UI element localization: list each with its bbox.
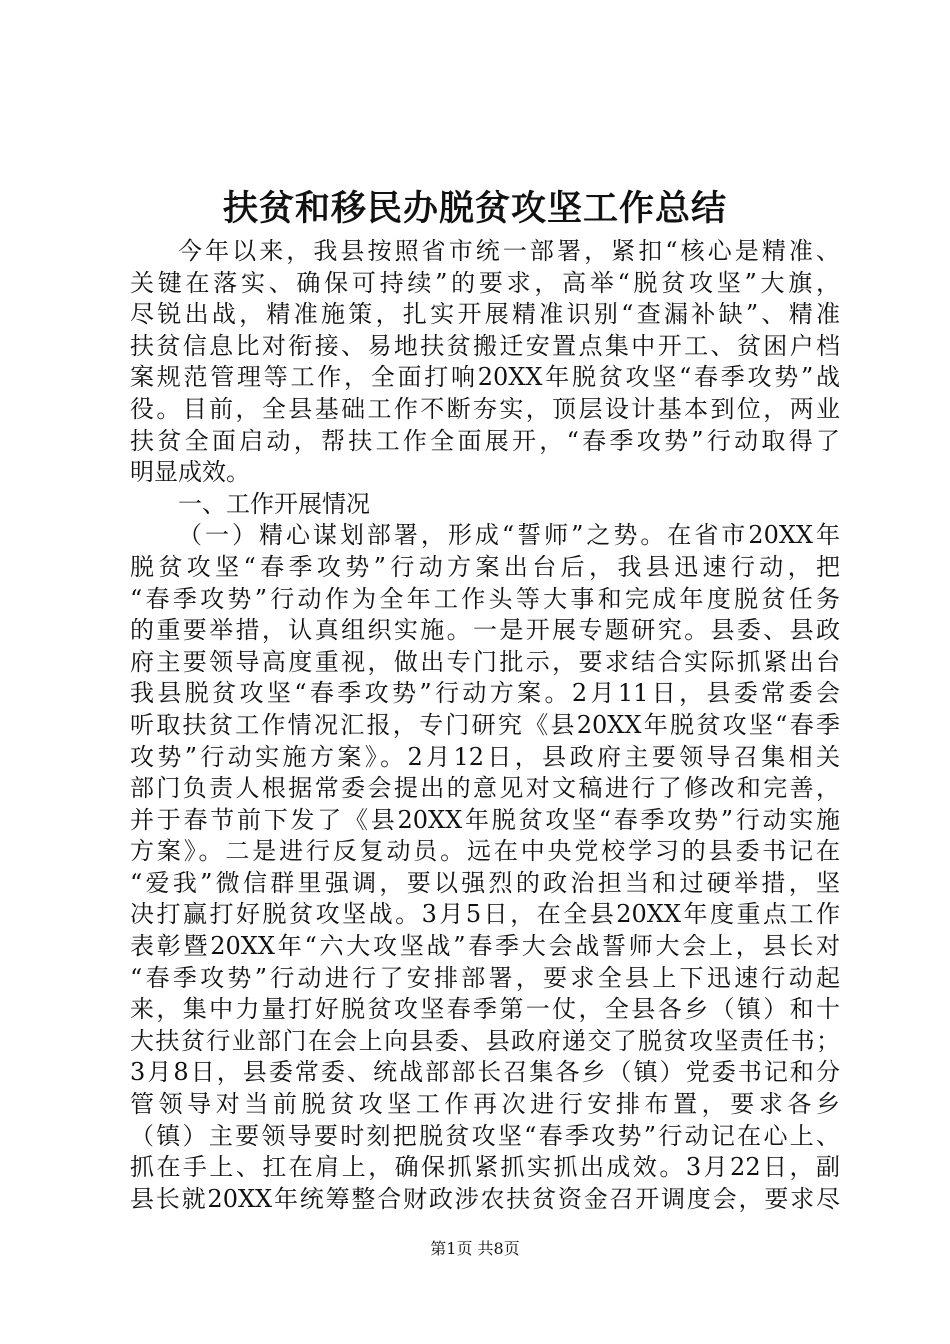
body-text-line: 方案》。二是进行反复动员。远在中央党校学习的县委书记在	[130, 837, 840, 866]
body-text-line: 管领导对当前脱贫攻坚工作再次进行安排布置，要求各乡	[130, 1090, 840, 1119]
body-text-line: 攻势”行动实施方案》。2月12日，县政府主要领导召集相关	[130, 742, 840, 771]
body-text-line: 县长就20XX年统筹整合财政涉农扶贫资金召开调度会，要求尽	[130, 1184, 840, 1213]
body-text-line: （镇）主要领导要时刻把脱贫攻坚“春季攻势”行动记在心上、	[130, 1121, 840, 1150]
body-text-line: 表彰暨20XX年“六大攻坚战”春季大会战誓师大会上，县长对	[130, 932, 840, 961]
document-title: 扶贫和移民办脱贫攻坚工作总结	[222, 188, 727, 229]
body-text-line: 扶贫信息比对衔接、易地扶贫搬迁安置点集中开工、贫困户档	[130, 331, 840, 360]
body-text-line: 一、工作开展情况	[178, 489, 370, 518]
body-text-line: 案规范管理等工作，全面打响20XX年脱贫攻坚“春季攻势”战	[130, 363, 840, 392]
body-text-line: 脱贫攻坚“春季攻势”行动方案出台后，我县迅速行动，把	[130, 552, 840, 581]
body-text-line: 尽锐出战，精准施策，扎实开展精准识别“查漏补缺”、精准	[130, 300, 840, 329]
body-text-line: 决打赢打好脱贫攻坚战。3月5日，在全县20XX年度重点工作	[130, 900, 840, 929]
body-text-line: 3月8日，县委常委、统战部部长召集各乡（镇）党委书记和分	[130, 1058, 840, 1087]
body-text-line: 明显成效。	[130, 458, 250, 487]
body-text-line: 的重要举措，认真组织实施。一是开展专题研究。县委、县政	[130, 616, 840, 645]
page-footer: 第1页 共8页	[430, 1239, 520, 1258]
body-text-line: “春季攻势”行动进行了安排部署，要求全县上下迅速行动起	[130, 963, 840, 992]
document-body	[130, 236, 840, 1215]
body-text-line: 来，集中力量打好脱贫攻坚春季第一仗，全县各乡（镇）和十	[130, 995, 840, 1024]
body-text-line: 部门负责人根据常委会提出的意见对文稿进行了修改和完善，	[130, 774, 840, 803]
body-text-line: 役。目前，全县基础工作不断夯实，顶层设计基本到位，两业	[130, 394, 840, 423]
body-text-line: （一）精心谋划部署，形成“誓师”之势。在省市20XX年	[178, 521, 840, 550]
body-text-line: 大扶贫行业部门在会上向县委、县政府递交了脱贫攻坚责任书；	[130, 1026, 840, 1055]
body-text-line: 关键在落实、确保可持续”的要求，高举“脱贫攻坚”大旗，	[130, 268, 840, 297]
body-text-line: 今年以来，我县按照省市统一部署，紧扣“核心是精准、	[178, 237, 840, 265]
body-text-line: “春季攻势”行动作为全年工作头等大事和完成年度脱贫任务	[130, 584, 840, 613]
body-text-line: “爱我”微信群里强调，要以强烈的政治担当和过硬举措，坚	[130, 868, 840, 897]
body-text-line: 听取扶贫工作情况汇报，专门研究《县20XX年脱贫攻坚“春季	[130, 710, 840, 739]
body-text-line: 我县脱贫攻坚“春季攻势”行动方案。2月11日，县委常委会	[130, 679, 840, 708]
body-text-line: 并于春节前下发了《县20XX年脱贫攻坚“春季攻势”行动实施	[130, 805, 840, 834]
body-text-line: 抓在手上、扛在肩上，确保抓紧抓实抓出成效。3月22日，副	[130, 1153, 840, 1182]
body-text-line: 扶贫全面启动，帮扶工作全面展开，“春季攻势”行动取得了	[130, 426, 840, 455]
body-text-line: 府主要领导高度重视，做出专门批示，要求结合实际抓紧出台	[130, 647, 840, 676]
